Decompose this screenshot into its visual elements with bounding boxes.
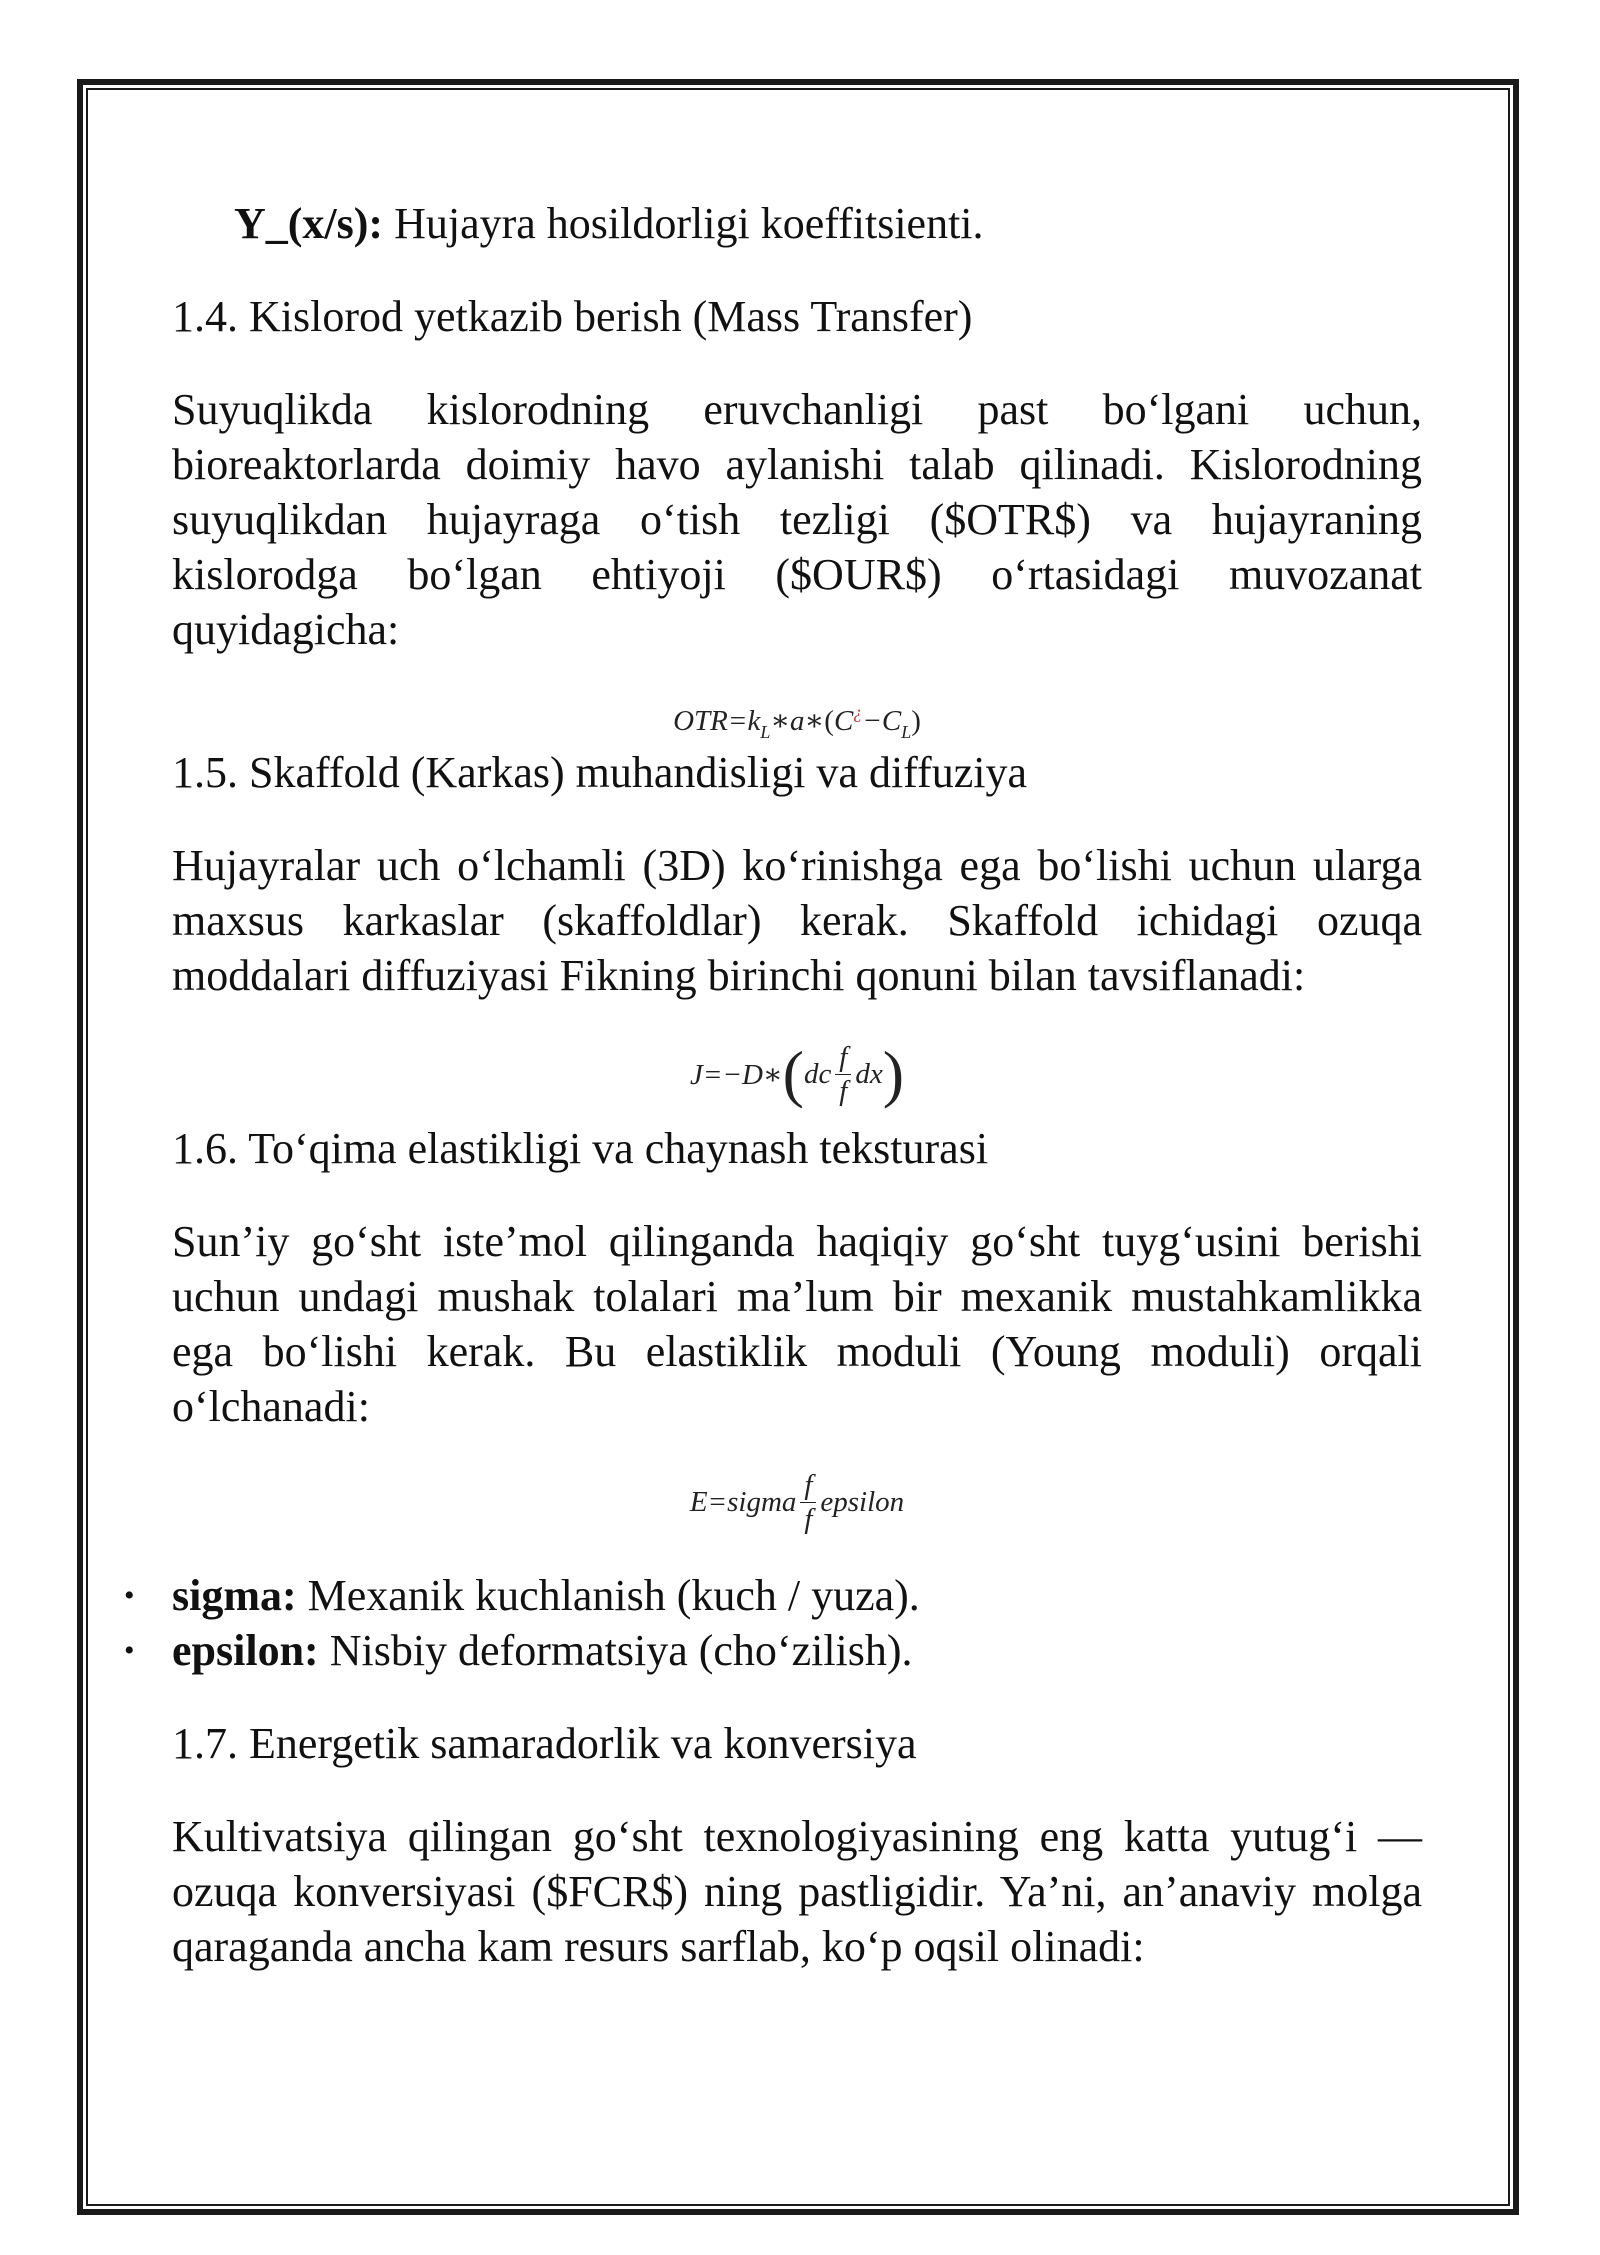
- section-heading-1-7: 1.7. Energetik samaradorlik va konversiya: [172, 1719, 917, 1768]
- yield-term: Y_(x/s):: [234, 199, 384, 248]
- fraction: $\frac{f}{f}$: [835, 1043, 851, 1106]
- formula-young: E=sigma $\frac{f}{f}$ epsilon: [689, 1468, 905, 1535]
- formula-otr: $OTR=k_L∗a∗(C^¿-C_L)$: [673, 702, 921, 742]
- section-heading-1-4: 1.4. Kislorod yetkazib berish (Mass Transfer): [172, 292, 973, 341]
- paragraph-1-7: Kultivatsiya qilingan go‘sht texnologiyasining eng katta yutug‘i — ozuqa konversiyasi ($FCR$) ning pastligidir. Ya’ni, an’anaviy molga qaraganda ancha kam resurs sarflab, ko‘p oqsil olinadi:: [172, 1812, 1422, 1971]
- yield-text: Hujayra hosildorligi koeffitsienti.: [383, 199, 984, 248]
- yield-definition: [172, 196, 1422, 251]
- list-item: • epsilon: Nisbiy deformatsiya (cho‘zilish).: [172, 1623, 1422, 1678]
- section-heading-1-5: 1.5. Skaffold (Karkas) muhandisligi va diffuziya: [172, 748, 1027, 797]
- definition-list: [172, 1568, 1422, 1678]
- paragraph-1-4: Suyuqlikda kislorodning eruvchanligi past bo‘lgani uchun, bioreaktorlarda doimiy havo aylanishi talab qilinadi. Kislorodning suyuqlikdan hujayraga o‘tish tezligi ($OTR$) va hujayraning kislorodga bo‘lgan ehtiyoji ($OUR$) o‘rtasidagi muvozanat quyidagicha:: [172, 385, 1422, 654]
- fraction: $\frac{f}{f}$: [800, 1471, 816, 1534]
- list-item: • sigma: Mexanik kuchlanish (kuch / yuza).: [172, 1568, 1422, 1623]
- formula-fick: J=−D∗ ( dc $\frac{f}{f}$ dx ): [689, 1038, 905, 1109]
- paragraph-1-5: Hujayralar uch o‘lchamli (3D) ko‘rinishga ega bo‘lishi uchun ularga maxsus karkaslar (skaffoldlar) kerak. Skaffold ichidagi ozuqa moddalari diffuziyasi Fikning birinchi qonuni bilan tavsiflanadi:: [172, 841, 1422, 1000]
- section-heading-1-6: 1.6. To‘qima elastikligi va chaynash teksturasi: [172, 1124, 989, 1173]
- paragraph-1-6: Sun’iy go‘sht iste’mol qilinganda haqiqiy go‘sht tuyg‘usini berishi uchun undagi mushak tolalari ma’lum bir mexanik mustahkamlikka ega bo‘lishi kerak. Bu elastiklik moduli (Young moduli) orqali o‘lchanadi:: [172, 1217, 1422, 1431]
- document-body: [172, 196, 1422, 1974]
